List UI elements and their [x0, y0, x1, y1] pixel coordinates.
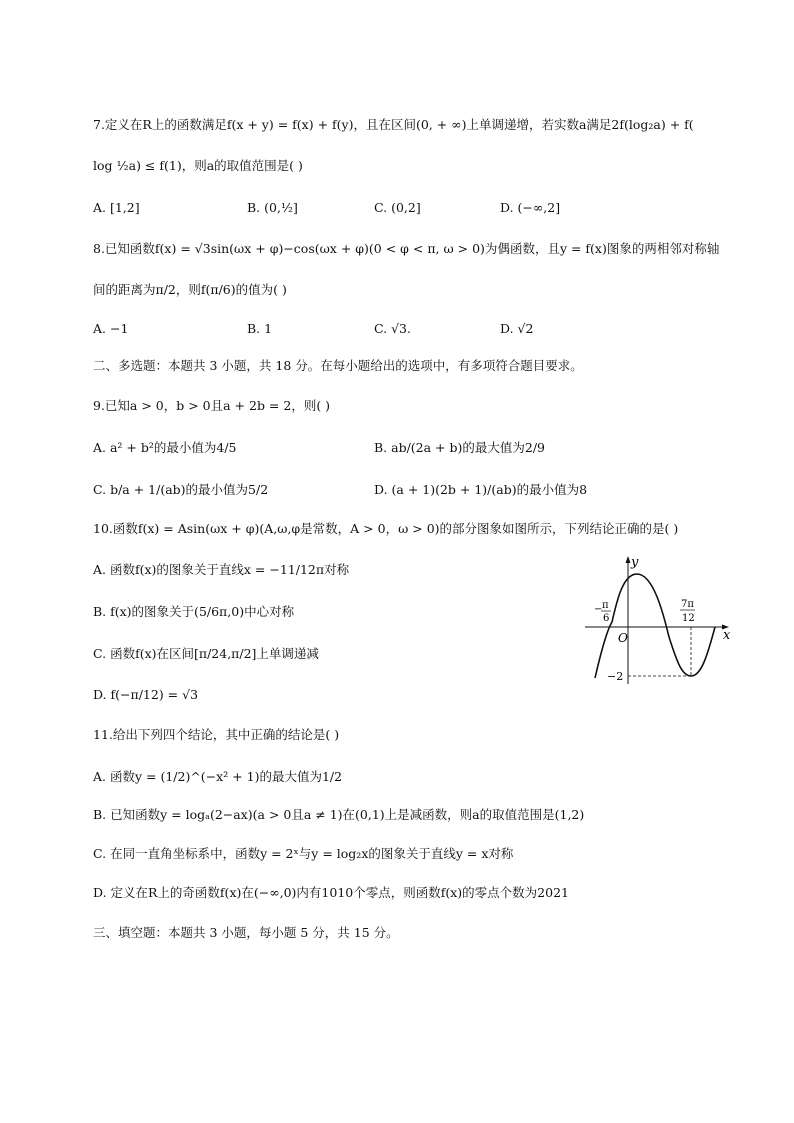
q9-option-b: B. ab/(2a + b)的最大值为2/9: [374, 440, 545, 455]
q7-option-a: A. [1,2]: [93, 200, 140, 215]
right-tick-denominator: 12: [682, 613, 695, 624]
q9-stem: 9.已知a > 0，b > 0且a + 2b = 2，则( ): [93, 398, 331, 413]
q7-stem-line1: 7.定义在R上的函数满足f(x + y) = f(x) + f(y)，且在区间(0, + ∞)上单调递增，若实数a满足2f(log₂a) + f(: [93, 117, 694, 132]
q9-option-c: C. b/a + 1/(ab)的最小值为5/2: [93, 482, 269, 497]
q11-option-d: D. 定义在R上的奇函数f(x)在(−∞,0)内有1010个零点，则函数f(x)的零点个数为2021: [93, 885, 569, 900]
sine-curve: [595, 574, 715, 678]
y-axis-arrow-icon: [626, 556, 631, 563]
q11-option-a: A. 函数y = (1/2)^(−x² + 1)的最大值为1/2: [93, 769, 343, 784]
left-tick-denominator: 6: [603, 613, 610, 624]
q11-stem: 11.给出下列四个结论，其中正确的结论是( ): [93, 727, 340, 742]
q10-stem: 10.函数f(x) = Asin(ωx + φ)(A,ω,φ是常数，A > 0，ω > 0)的部分图象如图所示，下列结论正确的是( ): [93, 521, 679, 536]
q8-stem-line2: 间的距离为π/2，则f(π/6)的值为( ): [93, 282, 287, 297]
q8-option-d: D. √2: [500, 321, 534, 336]
origin-label: O: [618, 631, 628, 645]
q10-option-d: D. f(−π/12) = √3: [93, 687, 199, 702]
q7-option-c: C. (0,2]: [374, 200, 421, 215]
q10-sine-graph: [585, 552, 735, 687]
y-axis-label: y: [631, 555, 639, 570]
q10-option-a: A. 函数f(x)的图象关于直线x = −11/12π对称: [93, 562, 350, 577]
min-value-label: −2: [607, 670, 624, 683]
q8-option-a: A. −1: [93, 321, 129, 336]
q11-option-c: C. 在同一直角坐标系中，函数y = 2ˣ与y = log₂x的图象关于直线y = x对称: [93, 846, 514, 861]
q8-option-b: B. 1: [247, 321, 273, 336]
right-tick-numerator: 7π: [681, 599, 694, 610]
q9-option-a: A. a² + b²的最小值为4/5: [93, 440, 237, 455]
q10-option-b: B. f(x)的图象关于(5/6π,0)中心对称: [93, 604, 295, 619]
left-tick-numerator: π: [602, 600, 609, 611]
section-3-heading: 三、填空题：本题共 3 小题，每小题 5 分，共 15 分。: [93, 925, 399, 940]
q7-option-d: D. (−∞,2]: [500, 200, 561, 215]
q10-option-c: C. 函数f(x)在区间[π/24,π/2]上单调递减: [93, 646, 319, 661]
q8-stem-line1: 8.已知函数f(x) = √3sin(ωx + φ)−cos(ωx + φ)(0 < φ < π, ω > 0)为偶函数，且y = f(x)图象的两相邻对称轴: [93, 241, 720, 256]
q8-option-c: C. √3.: [374, 321, 411, 336]
section-2-heading: 二、多选题：本题共 3 小题，共 18 分。在每小题给出的选项中，有多项符合题目要求。: [93, 358, 583, 373]
q9-option-d: D. (a + 1)(2b + 1)/(ab)的最小值为8: [374, 482, 588, 497]
q7-option-b: B. (0,½]: [247, 200, 298, 215]
left-tick-sign: −: [594, 604, 603, 615]
q7-stem-line2: log ½a) ≤ f(1)，则a的取值范围是( ): [93, 158, 303, 173]
q11-option-b: B. 已知函数y = logₐ(2−ax)(a > 0且a ≠ 1)在(0,1)上是减函数，则a的取值范围是(1,2): [93, 807, 585, 822]
x-axis-label: x: [723, 628, 731, 643]
